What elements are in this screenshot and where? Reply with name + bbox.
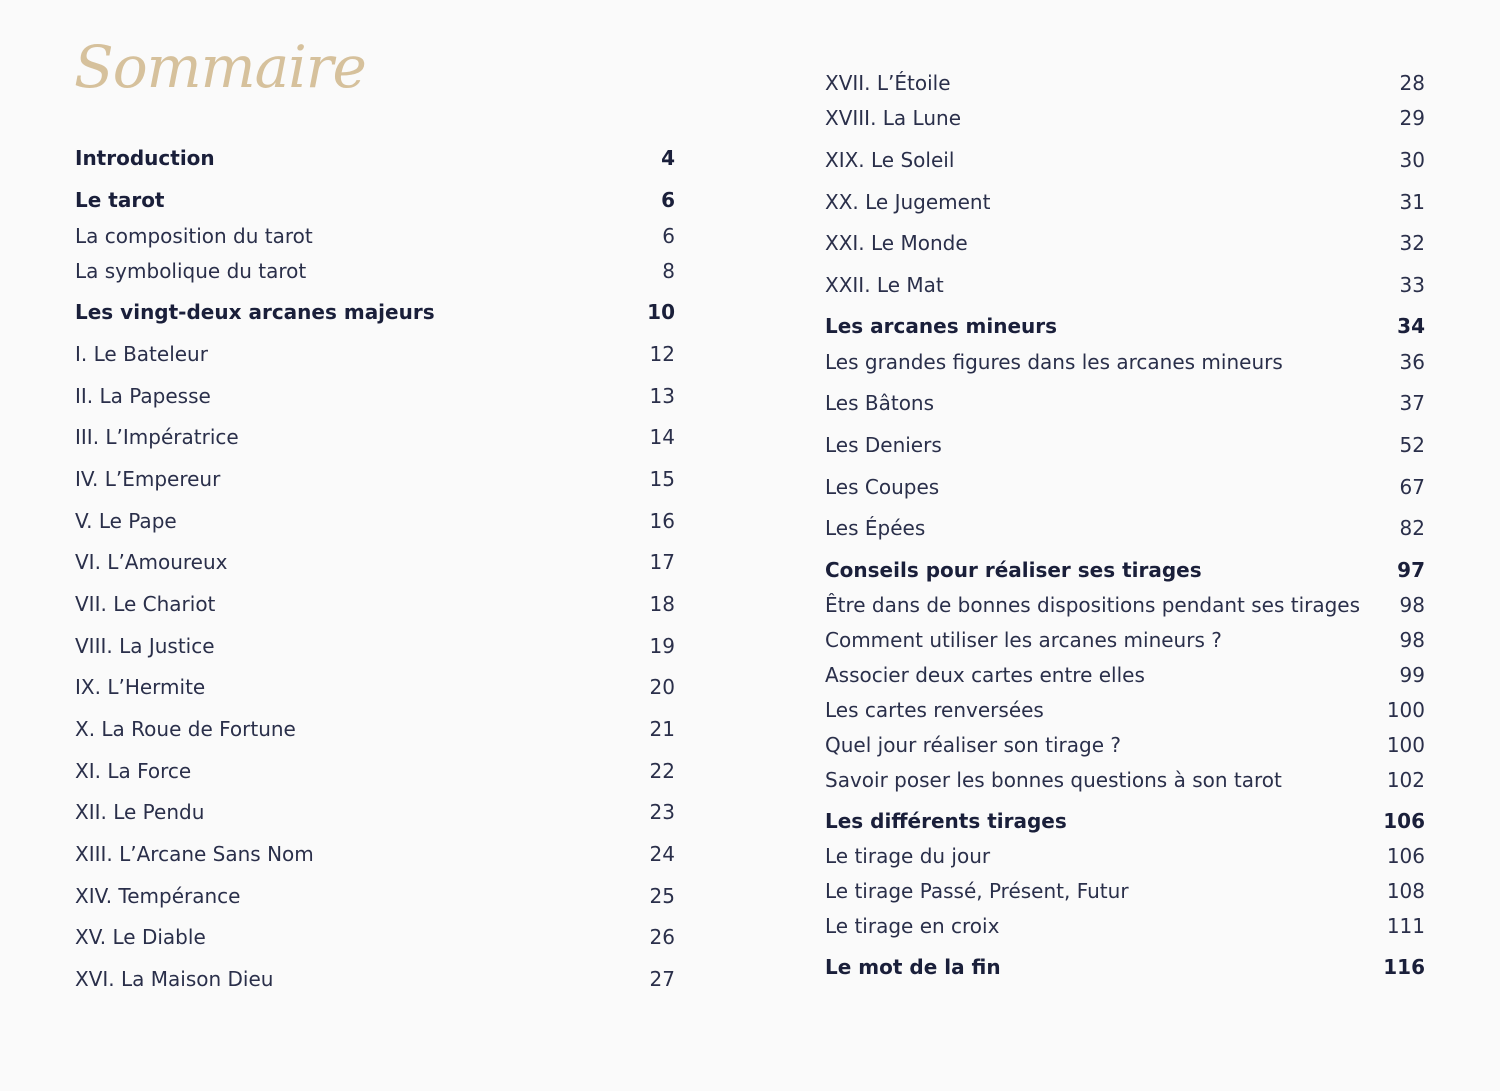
toc-entry[interactable]: [825, 350, 1425, 374]
toc-entry-label: IX. L’Hermite: [75, 675, 206, 699]
toc-entry-label: Savoir poser les bonnes questions à son tarot: [825, 768, 1282, 792]
toc-entry-label: Le tirage Passé, Présent, Futur: [825, 879, 1129, 903]
toc-entry-label: Introduction: [75, 146, 215, 170]
toc-entry-page: 6: [661, 188, 675, 212]
toc-entry[interactable]: [825, 71, 1425, 95]
toc-entry[interactable]: [75, 759, 675, 783]
toc-entry-page: 16: [649, 509, 675, 533]
toc-entry-label: Le tarot: [75, 188, 165, 212]
toc-entry[interactable]: [825, 663, 1425, 687]
toc-entry[interactable]: [75, 146, 675, 170]
toc-entry-page: 106: [1383, 809, 1425, 833]
toc-entry-label: V. Le Pape: [75, 509, 177, 533]
toc-entry-page: 20: [649, 675, 675, 699]
toc-entry-page: 15: [649, 467, 675, 491]
toc-entry-label: IV. L’Empereur: [75, 467, 221, 491]
toc-entry-label: Les vingt-deux arcanes majeurs: [75, 300, 435, 324]
toc-entry-label: XII. Le Pendu: [75, 800, 205, 824]
toc-entry[interactable]: [825, 768, 1425, 792]
toc-entry-label: Comment utiliser les arcanes mineurs ?: [825, 628, 1222, 652]
toc-entry-label: XXI. Le Monde: [825, 231, 968, 255]
toc-entry-label: X. La Roue de Fortune: [75, 717, 296, 741]
toc-entry-label: Les Coupes: [825, 475, 940, 499]
toc-entry-page: 100: [1386, 698, 1425, 722]
toc-entry[interactable]: [825, 955, 1425, 979]
toc-entry-page: 22: [649, 759, 675, 783]
toc-entry-label: XXII. Le Mat: [825, 273, 944, 297]
toc-entry[interactable]: [75, 384, 675, 408]
toc-entry-label: Les Deniers: [825, 433, 942, 457]
toc-entry-label: Les Bâtons: [825, 391, 935, 415]
toc-entry[interactable]: [75, 300, 675, 324]
toc-entry[interactable]: [825, 433, 1425, 457]
toc-entry[interactable]: [75, 467, 675, 491]
toc-entry-label: Être dans de bonnes dispositions pendant ses tirages: [825, 593, 1361, 617]
toc-entry-page: 23: [649, 800, 675, 824]
toc-entry-label: XVIII. La Lune: [825, 106, 961, 130]
toc-entry[interactable]: [75, 259, 675, 283]
toc-entry[interactable]: [825, 698, 1425, 722]
toc-entry-page: 24: [649, 842, 675, 866]
toc-entry-label: Les cartes renversées: [825, 698, 1044, 722]
toc-entry-page: 31: [1399, 190, 1425, 214]
toc-entry-label: La composition du tarot: [75, 224, 313, 248]
toc-entry[interactable]: [825, 593, 1425, 617]
toc-entry-page: 33: [1399, 273, 1425, 297]
toc-entry[interactable]: [825, 148, 1425, 172]
toc-entry-page: 52: [1399, 433, 1425, 457]
toc-entry-page: 10: [647, 300, 675, 324]
toc-entry-page: 25: [649, 884, 675, 908]
toc-entry[interactable]: [75, 188, 675, 212]
toc-entry-page: 82: [1399, 516, 1425, 540]
toc-entry-page: 99: [1399, 663, 1425, 687]
toc-entry[interactable]: [75, 342, 675, 366]
toc-entry-page: 4: [661, 146, 675, 170]
toc-entry-page: 102: [1386, 768, 1425, 792]
toc-entry[interactable]: [75, 224, 675, 248]
toc-entry[interactable]: [825, 475, 1425, 499]
toc-entry-page: 108: [1386, 879, 1425, 903]
toc-entry-label: Les arcanes mineurs: [825, 314, 1058, 338]
toc-entry[interactable]: [825, 273, 1425, 297]
toc-entry-label: Le mot de la fin: [825, 955, 1001, 979]
toc-entry-label: Les Épées: [825, 516, 926, 540]
toc-entry-label: VII. Le Chariot: [75, 592, 216, 616]
toc-entry-page: 97: [1397, 558, 1425, 582]
toc-entry-page: 111: [1386, 914, 1425, 938]
toc-entry-label: Le tirage du jour: [825, 844, 991, 868]
toc-entry-label: La symbolique du tarot: [75, 259, 307, 283]
toc-entry-page: 37: [1399, 391, 1425, 415]
toc-entry-label: VIII. La Justice: [75, 634, 215, 658]
toc-entry[interactable]: [825, 106, 1425, 130]
toc-entry[interactable]: [825, 391, 1425, 415]
toc-entry-label: XIX. Le Soleil: [825, 148, 955, 172]
toc-entry-page: 116: [1383, 955, 1425, 979]
toc-entry[interactable]: [75, 634, 675, 658]
toc-entry[interactable]: [75, 884, 675, 908]
toc-entry-page: 100: [1386, 733, 1425, 757]
toc-entry-page: 21: [649, 717, 675, 741]
toc-entry-label: Le tirage en croix: [825, 914, 1000, 938]
toc-entry-label: XX. Le Jugement: [825, 190, 991, 214]
toc-entry-label: Les différents tirages: [825, 809, 1067, 833]
toc-entry[interactable]: [825, 190, 1425, 214]
toc-entry-page: 26: [649, 925, 675, 949]
toc-entry-label: XI. La Force: [75, 759, 192, 783]
toc-entry[interactable]: [75, 925, 675, 949]
toc-entry[interactable]: [825, 809, 1425, 833]
toc-entry-page: 13: [649, 384, 675, 408]
toc-entry-page: 19: [649, 634, 675, 658]
toc-entry-label: XV. Le Diable: [75, 925, 206, 949]
toc-entry-label: Quel jour réaliser son tirage ?: [825, 733, 1121, 757]
toc-entry[interactable]: [825, 733, 1425, 757]
toc-entry-page: 29: [1399, 106, 1425, 130]
toc-entry-page: 36: [1399, 350, 1425, 374]
toc-entry-page: 8: [662, 259, 675, 283]
toc-entry-page: 6: [662, 224, 675, 248]
toc-entry[interactable]: [825, 628, 1425, 652]
toc-entry[interactable]: [825, 844, 1425, 868]
toc-entry-label: VI. L’Amoureux: [75, 550, 228, 574]
toc-entry-label: XIV. Tempérance: [75, 884, 241, 908]
toc-entry-page: 34: [1397, 314, 1425, 338]
toc-entry[interactable]: [75, 550, 675, 574]
toc-entry[interactable]: [75, 800, 675, 824]
toc-entry[interactable]: [825, 231, 1425, 255]
toc-entry-page: 27: [649, 967, 675, 991]
toc-entry[interactable]: [75, 509, 675, 533]
toc-entry-page: 30: [1399, 148, 1425, 172]
toc-entry[interactable]: [825, 879, 1425, 903]
toc-entry[interactable]: [75, 675, 675, 699]
toc-entry-page: 17: [649, 550, 675, 574]
toc-entry[interactable]: [825, 914, 1425, 938]
toc-entry[interactable]: [75, 842, 675, 866]
toc-entry-page: 12: [649, 342, 675, 366]
toc-entry-page: 67: [1399, 475, 1425, 499]
toc-entry[interactable]: [75, 967, 675, 991]
toc-entry-label: I. Le Bateleur: [75, 342, 208, 366]
toc-entry[interactable]: [825, 516, 1425, 540]
toc-entry-page: 32: [1399, 231, 1425, 255]
toc-entry-page: 28: [1399, 71, 1425, 95]
toc-entry-page: 98: [1399, 593, 1425, 617]
toc-entry-label: II. La Papesse: [75, 384, 211, 408]
toc-entry-label: III. L’Impératrice: [75, 425, 239, 449]
toc-entry[interactable]: [825, 558, 1425, 582]
toc-entry[interactable]: [75, 592, 675, 616]
toc-entry-label: XVII. L’Étoile: [825, 71, 951, 95]
page-title: Sommaire: [74, 33, 366, 101]
toc-entry-label: Associer deux cartes entre elles: [825, 663, 1145, 687]
toc-entry-label: Les grandes figures dans les arcanes mineurs: [825, 350, 1283, 374]
toc-entry-page: 98: [1399, 628, 1425, 652]
toc-entry-label: Conseils pour réaliser ses tirages: [825, 558, 1202, 582]
toc-entry-page: 106: [1386, 844, 1425, 868]
toc-entry[interactable]: [825, 314, 1425, 338]
toc-entry[interactable]: [75, 425, 675, 449]
toc-entry-page: 14: [649, 425, 675, 449]
toc-entry-page: 18: [649, 592, 675, 616]
toc-entry[interactable]: [75, 717, 675, 741]
toc-entry-label: XIII. L’Arcane Sans Nom: [75, 842, 314, 866]
toc-entry-label: XVI. La Maison Dieu: [75, 967, 274, 991]
